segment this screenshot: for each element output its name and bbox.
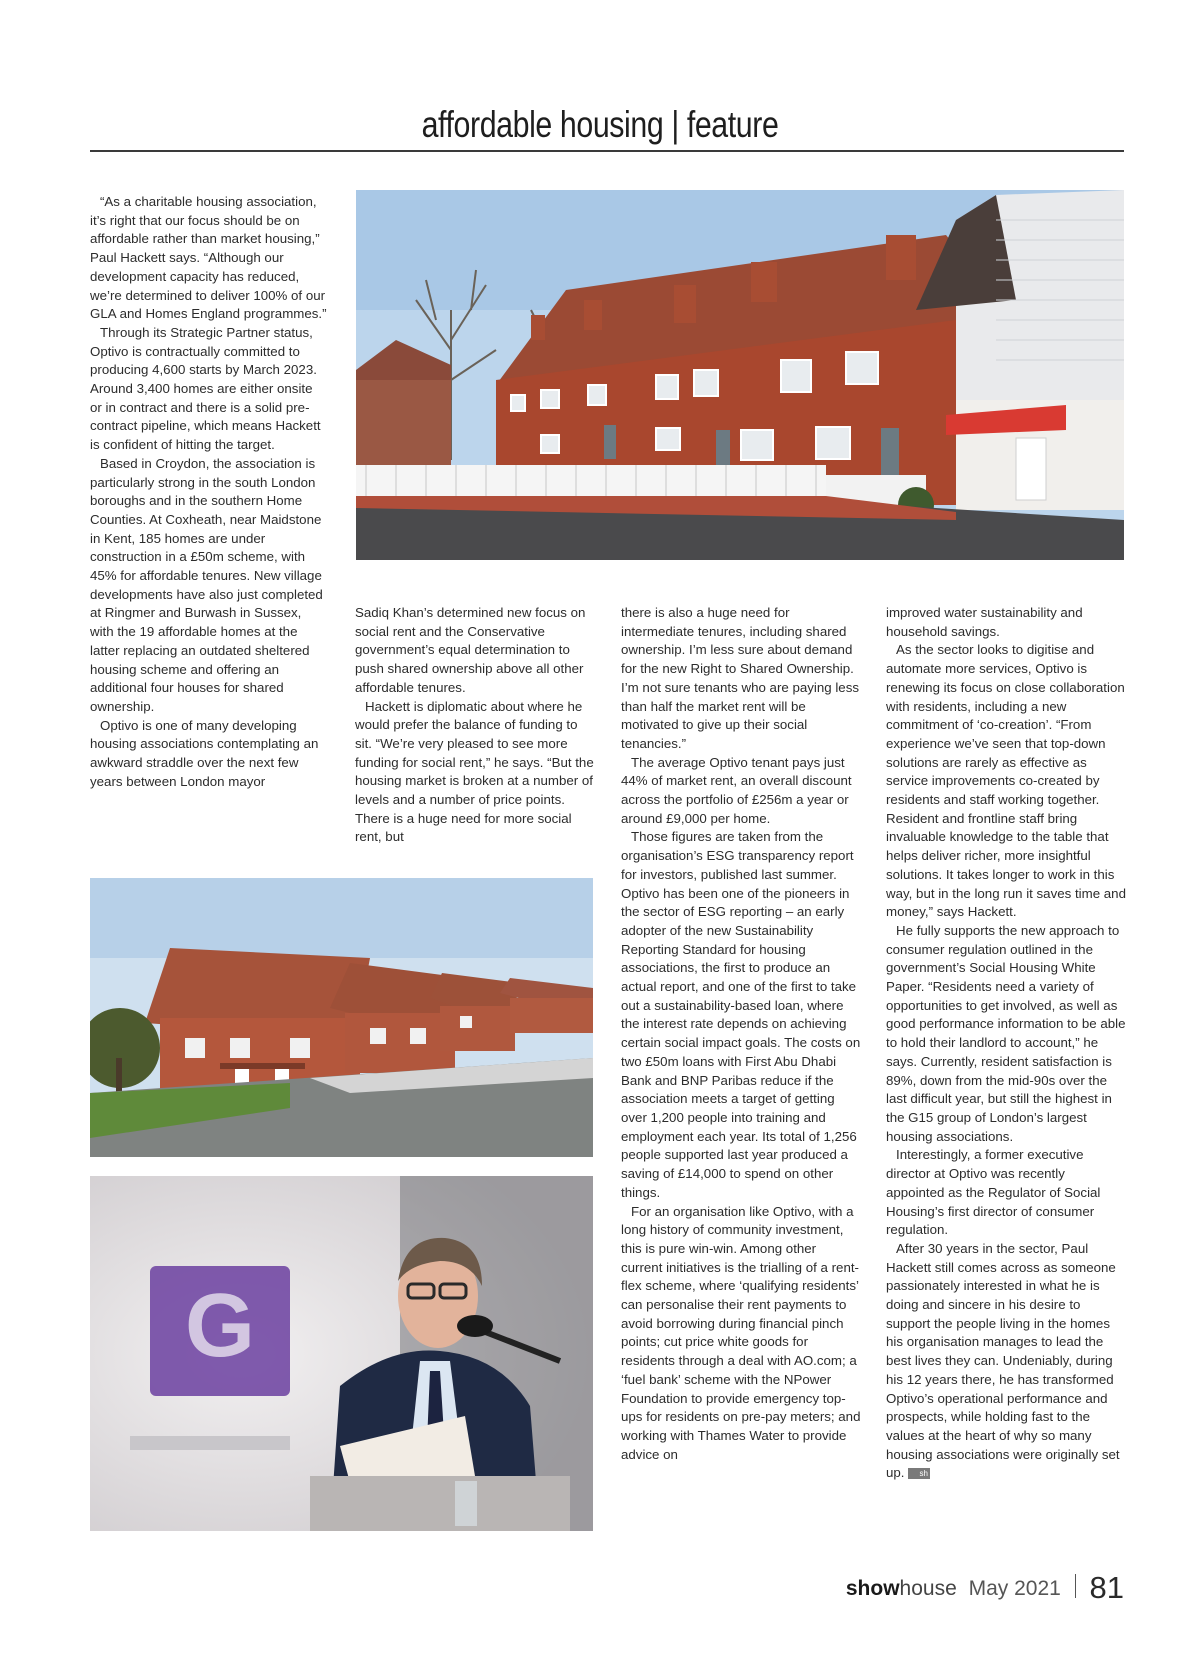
paragraph: Optivo is one of many developing housing associations contemplating an awkward straddle over the next few years between London mayor xyxy=(90,717,319,789)
paragraph: Those figures are taken from the organisation’s ESG transparency report for investors, published last summer. Optivo has been one of the pioneers in the sector of ESG reporting – an early adopter of the new Sustainability Reporting Standard for housing associations, the first to produce an actual report, and one of the first to take out a sustainability-based loan, where the interest rate depends on achieving certain social impact goals. The costs on two £50m loans with First Abu Dhabi Bank and BNP Paribas reduce if the association meets a target of getting over 1,200 people into training and employment each year. Its total of 1,256 people supported last year produced a saving of £14,000 to spend on other things. xyxy=(621,829,861,1200)
photo-terraced-houses xyxy=(356,190,1124,560)
photo-speaker-illustration xyxy=(90,1176,593,1531)
paragraph: there is also a huge need for intermediate tenures, including shared ownership. I’m less sure about demand for the new Right to Shared Ownership. I’m not sure tenants who are paying less than half the market rent will be motivated to give up their social tenancies.” xyxy=(621,605,859,751)
paragraph: Through its Strategic Partner status, Optivo is contractually committed to producing 4,600 starts by March 2023. Around 3,400 homes are either onsite or in contract and there is a solid pre-contract pipeline, which means Hackett is confident of hitting the target. xyxy=(90,324,321,453)
header-rule xyxy=(90,150,1124,152)
article-column-4 xyxy=(886,604,1126,1483)
paragraph: As the sector looks to digitise and automate more services, Optivo is renewing its focus on close collaboration with residents, including a new commitment of ‘co-creation’. “From experience we’ve seen that top-down solutions are rarely as effective as service improvements co-created by residents and staff working together. Resident and frontline staff bring invaluable knowledge to the table that helps deliver richer, more insightful solutions. It takes longer to work in this way, but in the long run it saves time and money,” says Hackett. xyxy=(886,642,1126,920)
page-number: 81 xyxy=(1089,1570,1124,1605)
photo-new-development-render-illustration xyxy=(90,878,593,1157)
paragraph: For an organisation like Optivo, with a long history of community investment, this is pure win-win. Among other current initiatives is the trialling of a rent-flex scheme, where ‘qualifying residents’ can personalise their rent payments to avoid borrowing during financial pinch points; cut price white goods for residents through a deal with AO.com; a ‘fuel bank’ scheme with the NPower Foundation to provide emergency top-ups for residents on pre-pay meters; and working with Thames Water to provide advice on xyxy=(621,1203,861,1462)
footer-brand-light: house xyxy=(899,1577,957,1600)
paragraph: Interestingly, a former executive director at Optivo was recently appointed as the Regulator of Social Housing’s first director of consumer regulation. xyxy=(886,1147,1101,1238)
photo-terraced-houses-illustration xyxy=(356,190,1124,560)
paragraph: Sadiq Khan’s determined new focus on social rent and the Conservative government’s equal determination to push shared ownership above all other affordable tenures. xyxy=(355,605,586,695)
paragraph-text: After 30 years in the sector, Paul Hackett still comes across as someone passionately interested in what he is doing and sincere in his desire to support the people living in the homes his organisation manages to lead the best lives they can. Undeniably, during his 12 years there, he has transformed Optivo’s operational performance and prospects, while holding fast to the values at the heart of why so many housing associations were originally set up. xyxy=(886,1240,1120,1481)
paragraph: improved water sustainability and household savings. xyxy=(886,605,1083,639)
footer-brand-bold: show xyxy=(845,1577,900,1600)
paragraph: Based in Croydon, the association is particularly strong in the south London boroughs and in the southern Home Counties. At Coxheath, near Maidstone in Kent, 185 homes are under construction in a £50m scheme, with 45% for affordable tenures. New village developments have also just completed at Ringmer and Burwash in Sussex, with the 19 affordable homes at the latter replacing an outdated sheltered housing scheme and offering an additional four houses for shared ownership. xyxy=(90,455,323,714)
end-mark-icon: sh xyxy=(908,1468,930,1479)
article-column-1 xyxy=(90,193,328,792)
photo-speaker-paul-hackett xyxy=(90,1176,593,1531)
article-column-2 xyxy=(355,604,595,847)
footer-separator xyxy=(1075,1574,1076,1598)
footer-date: May 2021 xyxy=(968,1577,1061,1600)
paragraph: Hackett is diplomatic about where he would prefer the balance of funding to sit. “We’re very pleased to see more funding for social rent,” he says. “But the housing market is broken at a number of levels and a number of price points. There is a huge need for more social rent, but xyxy=(355,698,594,845)
paragraph: He fully supports the new approach to consumer regulation outlined in the government’s Social Housing White Paper. “Residents need a variety of opportunities to get involved, as well as good performance information to be able to hold their landlord to account,” he says. Currently, resident satisfaction is 89%, down from the mid-90s over the last difficult year, but still the highest in the G15 group of London’s largest housing associations. xyxy=(886,922,1126,1144)
page-header-title: affordable housing | feature xyxy=(421,104,779,145)
photo-new-development-render xyxy=(90,878,593,1157)
paragraph xyxy=(886,1240,1126,1483)
page-footer xyxy=(846,1570,1124,1606)
article-column-3 xyxy=(621,604,861,1464)
paragraph: The average Optivo tenant pays just 44% of market rent, an overall discount across the portfolio of £256m a year or around £9,000 per home. xyxy=(621,754,852,826)
paragraph: “As a charitable housing association, it’s right that our focus should be on affordable rather than market housing,” Paul Hackett says. “Although our development capacity has reduced, we’re determined to deliver 100% of our GLA and Homes England programmes.” xyxy=(90,194,327,322)
svg-text:G: G xyxy=(184,1276,256,1376)
